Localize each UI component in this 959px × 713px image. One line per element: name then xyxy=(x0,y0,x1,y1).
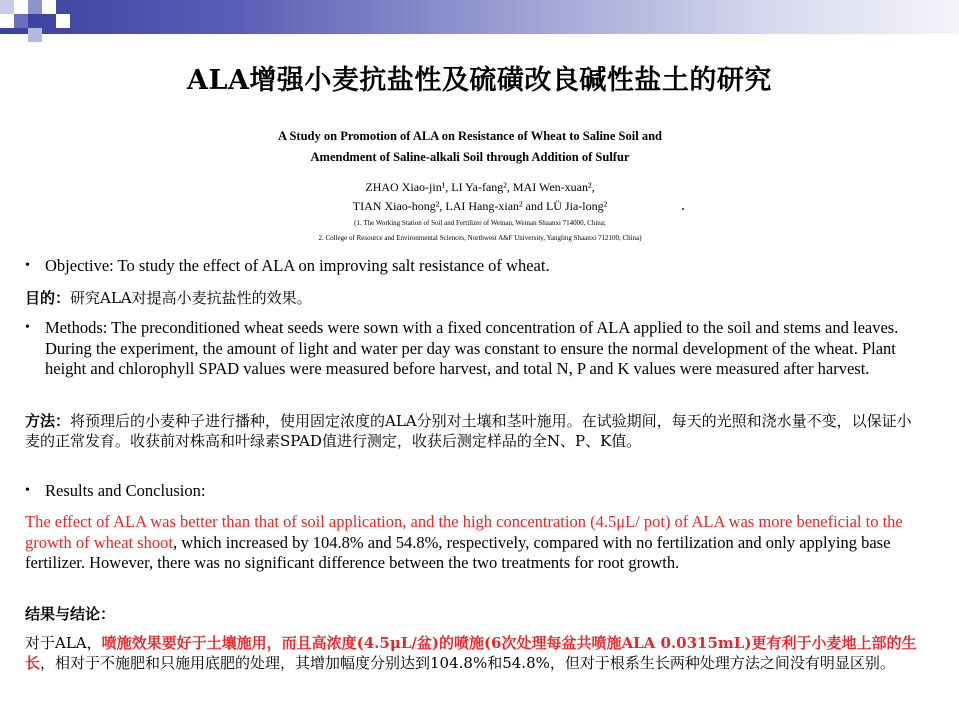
objective-chinese xyxy=(25,289,925,309)
paper-title-line: Amendment of Saline-alkali Soil through Addition of Sulfur xyxy=(310,150,630,164)
objective-chinese-label: 目的： xyxy=(25,289,71,307)
methods-chinese xyxy=(25,412,925,451)
decor-square xyxy=(0,0,14,14)
affiliations xyxy=(180,216,780,246)
objective-text: Objective: To study the effect of ALA on improving salt resistance of wheat. xyxy=(45,256,550,275)
affiliation-line: 2. College of Resource and Environmental Sciences, Northwest A&F University, Yangling Shaanxi 712100, China) xyxy=(318,234,642,242)
decor-square xyxy=(14,0,28,14)
decor-square xyxy=(28,28,42,42)
results-chinese-highlight: 喷施效果要好于土壤施用，而且高浓度(4.5μL/盆)的喷施(6次处理每盆共喷施ALA 0.0315mL)更有利于小麦地上部的生长 xyxy=(25,634,917,672)
results-chinese-text xyxy=(25,634,925,673)
author-line: TIAN Xiao-hong², LAI Hang-xian² and LÜ Jia-long² xyxy=(352,199,608,213)
decor-square xyxy=(56,14,70,28)
paper-title-english xyxy=(120,126,820,168)
results-text-highlight: The effect of ALA was better than that of soil application, and the high concentration (4.5μL/ pot) of ALA was more beneficial to the growth of wheat shoot xyxy=(25,512,903,552)
methods-text: Methods: The preconditioned wheat seeds were sown with a fixed concentration of ALA applied to the soil and stems and leaves. During the experiment, the amount of light and water per day was constant to ensure the normal development of the wheat. Plant height and chlorophyll SPAD values were measured before harvest, and total N, P and K values were measured after harvest. xyxy=(45,318,899,378)
decor-square xyxy=(0,14,14,28)
methods-chinese-label: 方法： xyxy=(25,412,71,430)
results-text-rest: , which increased by 104.8% and 54.8%, respectively, compared with no fertilization and only applying base fertilizer. However, there was no significant difference between the two treatments for root growth. xyxy=(25,532,891,572)
paper-title-line: A Study on Promotion of ALA on Resistance of Wheat to Saline Soil and xyxy=(278,129,662,143)
decor-dot xyxy=(682,208,684,210)
slide-title-chinese: ALA增强小麦抗盐性及硫磺改良碱性盐土的研究 xyxy=(187,65,772,96)
objective-chinese-text: 研究ALA对提高小麦抗盐性的效果。 xyxy=(70,289,312,307)
results-chinese-pre: 对于ALA， xyxy=(25,634,102,652)
results-text xyxy=(25,512,925,574)
results-chinese-post: ，相对于不施肥和只施用底肥的处理，其增加幅度分别达到104.8%和54.8%，但对于根系生长两种处理方法之间没有明显区别。 xyxy=(40,653,895,672)
bullet-objective: • xyxy=(25,258,30,273)
decor-square xyxy=(28,0,42,14)
decor-square xyxy=(42,0,56,14)
bullet-results: • xyxy=(25,483,30,498)
bullet-methods: • xyxy=(25,320,30,335)
methods-chinese-text: 将预理后的小麦种子进行播种，使用固定浓度的ALA分别对土壤和茎叶施用。在试验期间，每天的光照和浇水量不变，以保证小麦的正常发育。收获前对株高和叶绿素SPAD值进行测定，收获后测定样品的全N、P、K值。 xyxy=(25,412,912,450)
affiliation-line: (1. The Working Station of Soil and Fertilizer of Weinan, Weinan Shaanxi 714000, China; xyxy=(354,219,606,227)
author-list xyxy=(220,178,740,216)
results-chinese-heading: 结果与结论： xyxy=(25,605,116,623)
decor-square xyxy=(14,14,28,28)
author-line: ZHAO Xiao-jin¹, LI Ya-fang², MAI Wen-xuan², xyxy=(365,180,595,194)
results-heading: Results and Conclusion: xyxy=(45,481,206,500)
top-decorative-bar xyxy=(0,0,959,34)
